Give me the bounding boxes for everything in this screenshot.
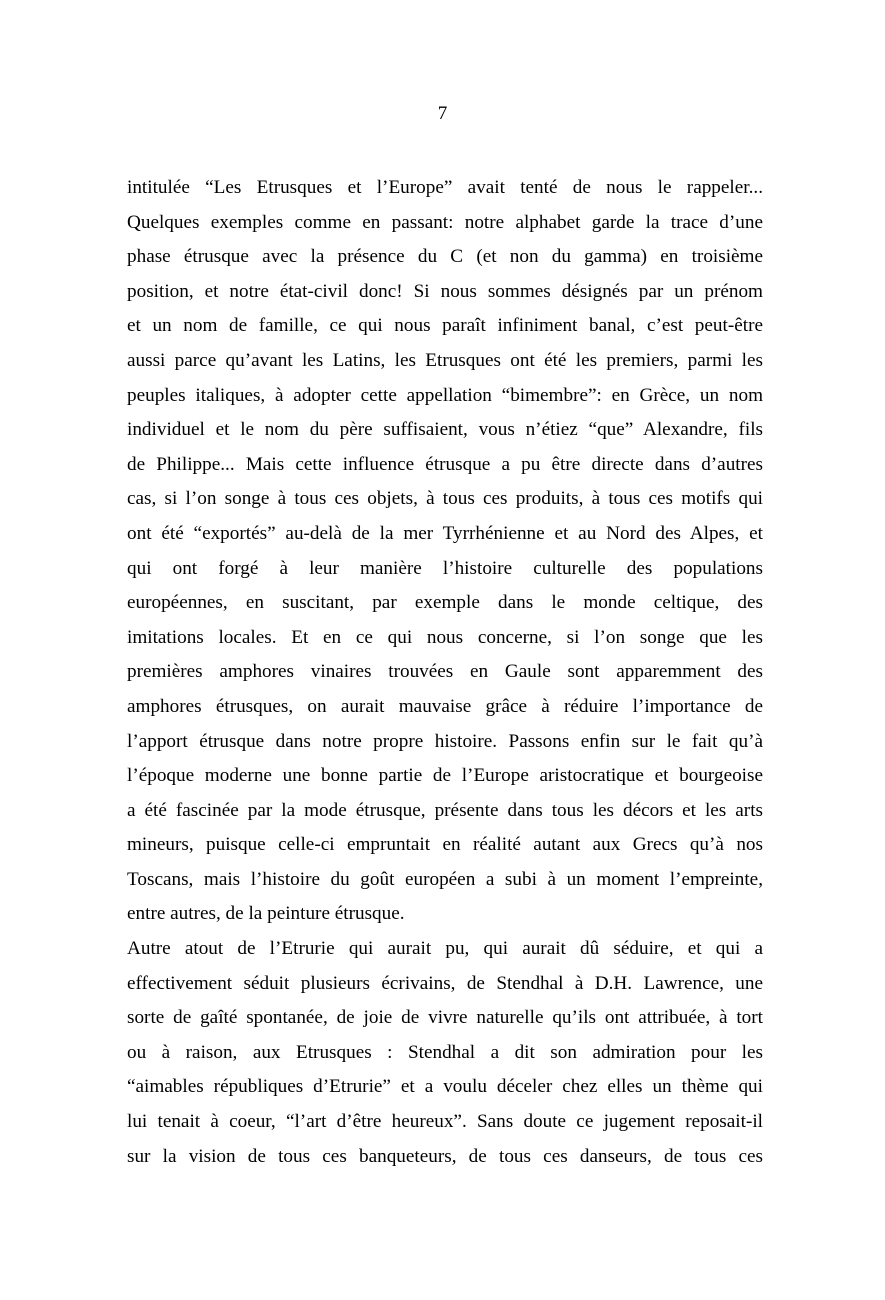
text-line: sorte de gaîté spontanée, de joie de vivre naturelle qu’ils ont attribuée, à tort (127, 1007, 763, 1029)
text-line: individuel et le nom du père suffisaient, vous n’étiez “que” Alexandre, fils (127, 419, 763, 441)
text-line: ou à raison, aux Etrusques : Stendhal a dit son admiration pour les (127, 1041, 763, 1063)
text-line: Quelques exemples comme en passant: notre alphabet garde la trace d’une (127, 211, 763, 233)
text-line: ont été “exportés” au-delà de la mer Tyrrhénienne et au Nord des Alpes, et (127, 522, 763, 544)
body-text (127, 171, 763, 1174)
text-line: imitations locales. Et en ce qui nous concerne, si l’on songe que les (127, 626, 763, 648)
text-line: l’apport étrusque dans notre propre histoire. Passons enfin sur le fait qu’à (127, 730, 763, 752)
text-line: et un nom de famille, ce qui nous paraît infiniment banal, c’est peut-être (127, 315, 763, 337)
text-line: aussi parce qu’avant les Latins, les Etrusques ont été les premiers, parmi les (127, 349, 763, 371)
text-line: de Philippe... Mais cette influence étrusque a pu être directe dans d’autres (127, 453, 763, 475)
text-line: mineurs, puisque celle-ci empruntait en réalité autant aux Grecs qu’à nos (127, 834, 763, 856)
text-line: premières amphores vinaires trouvées en Gaule sont apparemment des (127, 661, 763, 683)
text-line: position, et notre état-civil donc! Si nous sommes désignés par un prénom (127, 280, 763, 302)
text-line: qui ont forgé à leur manière l’histoire culturelle des populations (127, 557, 763, 579)
text-line: amphores étrusques, on aurait mauvaise grâce à réduire l’importance de (127, 695, 763, 717)
text-line: “aimables républiques d’Etrurie” et a voulu déceler chez elles un thème qui (127, 1076, 763, 1098)
text-line: européennes, en suscitant, par exemple dans le monde celtique, des (127, 592, 763, 614)
paragraph-2 (127, 932, 763, 1174)
text-line: l’époque moderne une bonne partie de l’Europe aristocratique et bourgeoise (127, 765, 763, 787)
text-line: phase étrusque avec la présence du C (et non du gamma) en troisième (127, 246, 763, 268)
text-line: entre autres, de la peinture étrusque. (127, 903, 405, 925)
text-line: Toscans, mais l’histoire du goût européen a subi à un moment l’empreinte, (127, 868, 763, 890)
text-line: intitulée “Les Etrusques et l’Europe” avait tenté de nous le rappeler... (127, 177, 763, 198)
text-line: peuples italiques, à adopter cette appellation “bimembre”: en Grèce, un nom (127, 384, 763, 406)
page-number: 7 (437, 103, 448, 124)
text-line: a été fascinée par la mode étrusque, présente dans tous les décors et les arts (127, 799, 763, 821)
text-line: Autre atout de l’Etrurie qui aurait pu, qui aurait dû séduire, et qui a (127, 938, 763, 960)
text-line: lui tenait à coeur, “l’art d’être heureux”. Sans doute ce jugement reposait-il (127, 1111, 763, 1133)
text-line: effectivement séduit plusieurs écrivains, de Stendhal à D.H. Lawrence, une (127, 972, 763, 994)
paragraph-1 (127, 171, 763, 932)
text-line: sur la vision de tous ces banqueteurs, de tous ces danseurs, de tous ces (127, 1145, 763, 1167)
text-line: cas, si l’on songe à tous ces objets, à tous ces produits, à tous ces motifs qui (127, 488, 763, 510)
